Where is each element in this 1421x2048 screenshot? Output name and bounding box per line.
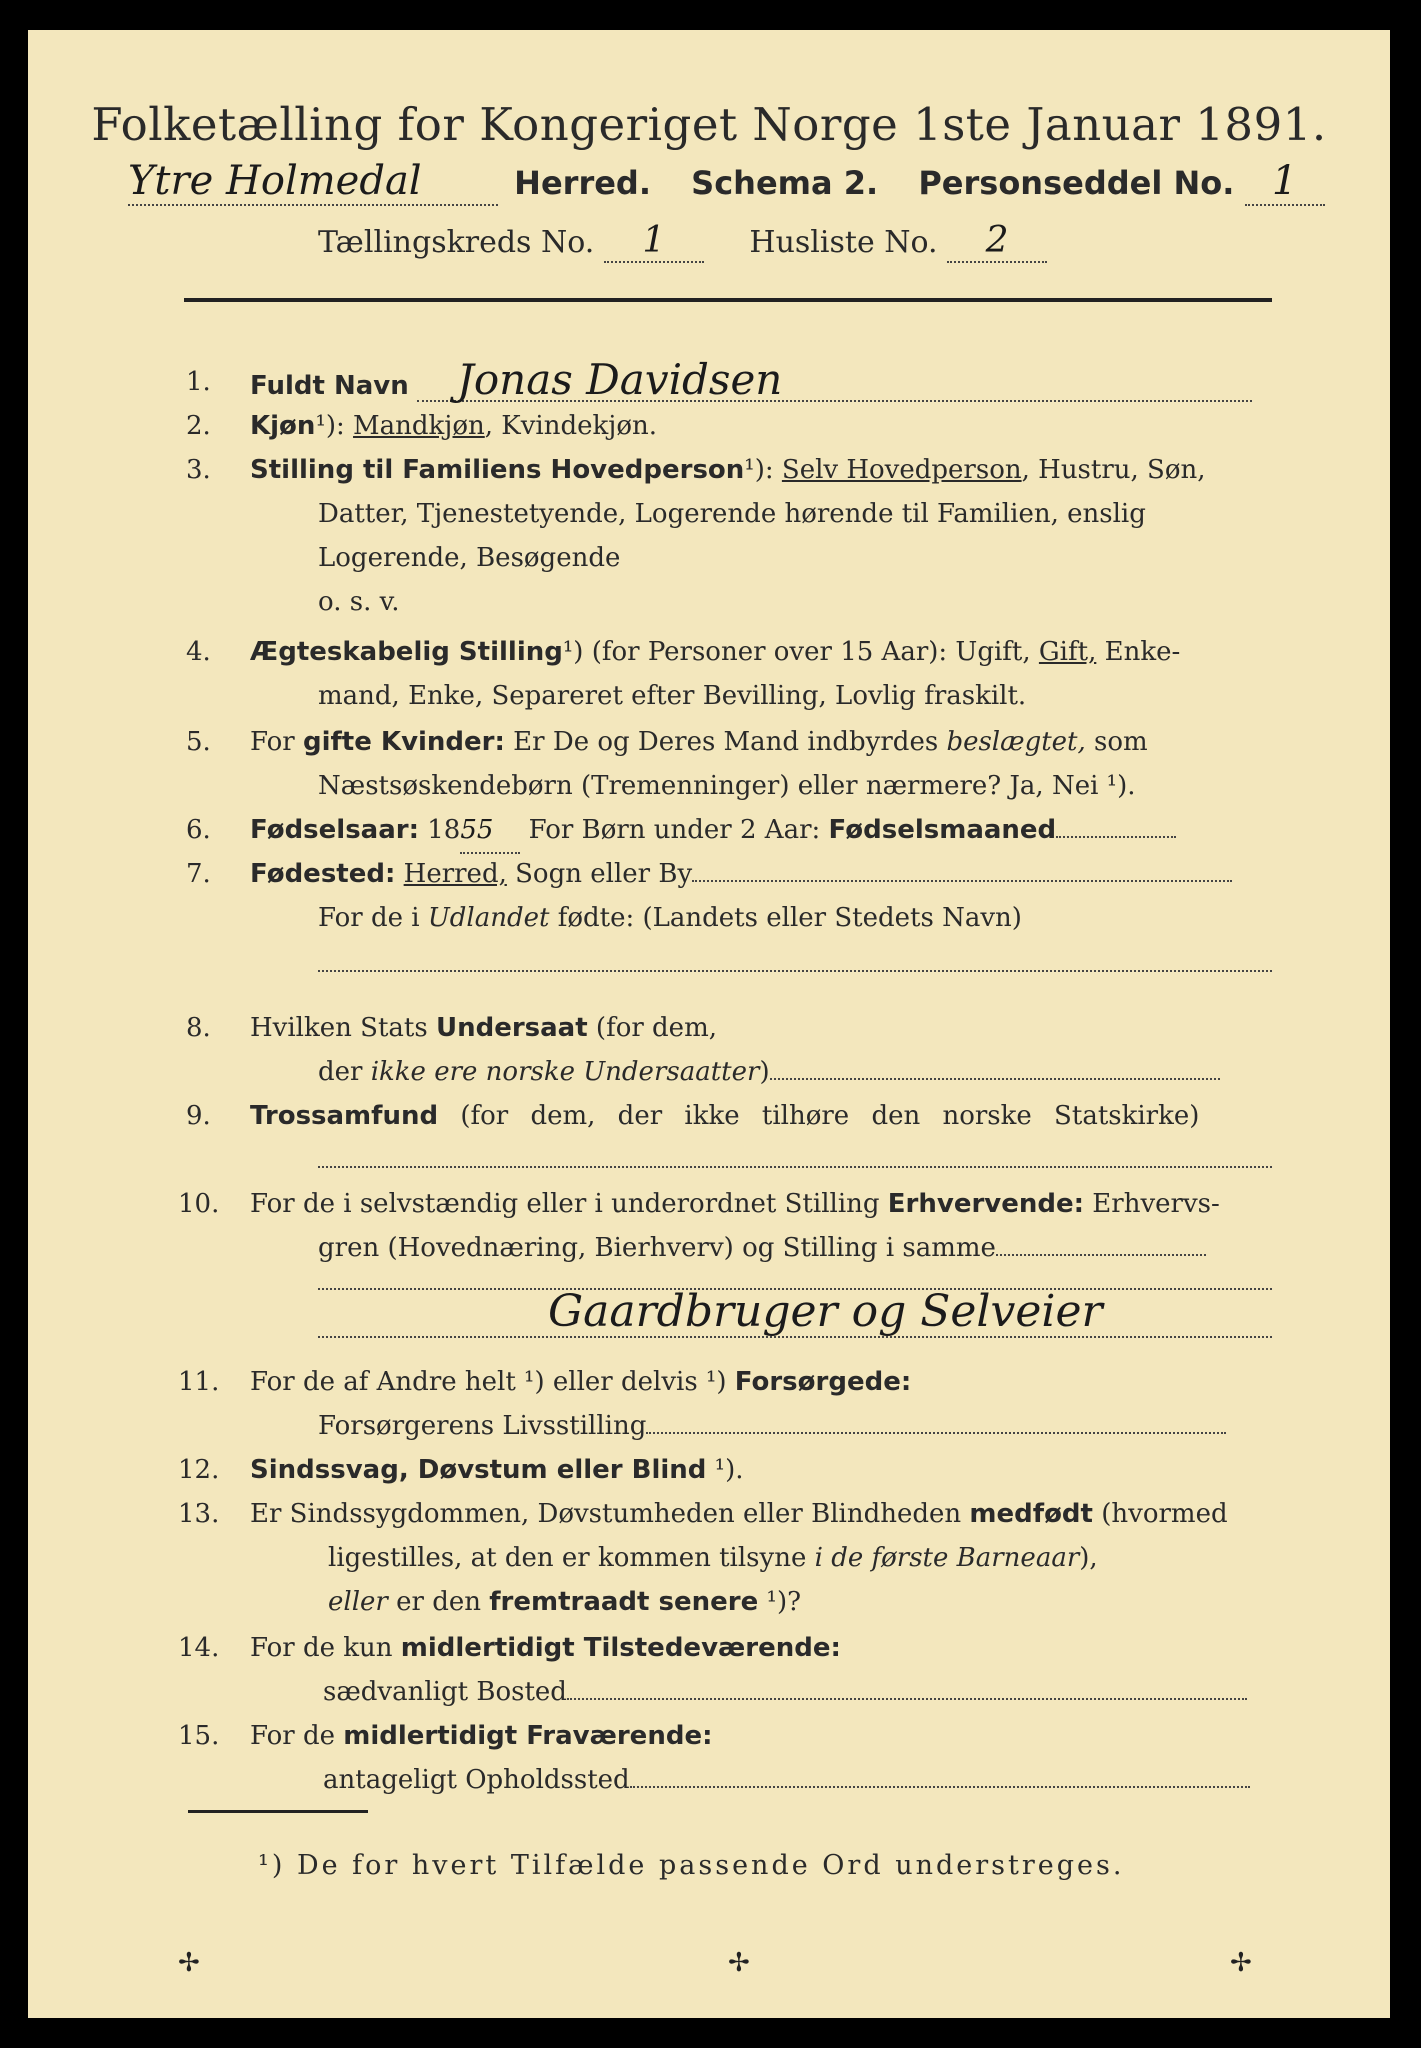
q3-sup: ¹): [744, 455, 782, 485]
q2-number: 2. [186, 411, 211, 441]
q3-rest: , Hustru, Søn, [1021, 455, 1206, 485]
q10-text [250, 1182, 1220, 1226]
q4-sup: ¹) [562, 637, 592, 667]
q5-label: gifte Kvinder: [302, 727, 505, 757]
q14-pre: For de kun [250, 1633, 401, 1663]
header-kreds-line [318, 220, 1047, 263]
personseddel-value: 1 [1245, 158, 1325, 206]
q9-label: Trossamfund [250, 1101, 439, 1131]
q11-line2: Forsørgerens Livsstilling [318, 1411, 647, 1441]
q3-line3: Logerende, Besøgende [318, 543, 621, 573]
q15-pre: For de [250, 1721, 344, 1751]
q2-rest: , Kvindekjøn. [484, 411, 657, 441]
header-rule [184, 298, 1272, 302]
herred-value: Ytre Holmedal [128, 158, 498, 206]
q5-rest: som [1085, 727, 1148, 757]
q10-answer-line [318, 1336, 1272, 1338]
q11-label: Forsørgede: [734, 1367, 912, 1397]
q8-line2-italic: ikke ere norske Undersaatter [370, 1057, 760, 1087]
q15-line2: antageligt Opholdssted [323, 1765, 630, 1795]
q11-pre: For de af Andre helt ¹) eller delvis ¹) [250, 1367, 735, 1397]
q14-fill [567, 1698, 1247, 1700]
schema-label: Schema 2. [691, 164, 879, 202]
q13-number: 13. [178, 1499, 220, 1529]
q11-line2-wrap [318, 1404, 1226, 1448]
q10-answer: Gaardbruger og Selveier [548, 1286, 1103, 1337]
q10-number: 10. [178, 1189, 220, 1219]
header-herred-line [128, 158, 1298, 206]
q13-line2-italic: i de første Barneaar [814, 1543, 1080, 1573]
q13-line3-italic: eller [328, 1587, 388, 1617]
q1-label: Fuldt Navn [250, 371, 409, 401]
q13-line3 [328, 1580, 801, 1624]
q6-number: 6. [186, 815, 211, 845]
form-title: Folketælling for Kongeriget Norge 1ste Januar 1891. [91, 98, 1327, 151]
q11-text [250, 1360, 911, 1404]
q9-text [250, 1094, 1199, 1138]
q2-option-selected: Mandkjøn [353, 411, 485, 441]
husliste-label: Husliste No. [749, 225, 938, 260]
q12-rest: ¹). [706, 1455, 744, 1485]
q4-text [250, 630, 1180, 674]
q4-pre: (for Personer over 15 Aar): Ugift, [591, 637, 1039, 667]
q2-sup: ¹): [315, 411, 354, 441]
footnote-rule [188, 1810, 368, 1813]
q1-answer: Jonas Davidsen [417, 360, 1252, 402]
q5-text [250, 720, 1148, 764]
q7-option-selected: Herred, [403, 859, 507, 889]
q11-fill [646, 1432, 1226, 1434]
q15-line2-wrap [323, 1758, 1250, 1802]
q4-label: Ægteskabelig Stilling [250, 637, 563, 667]
q3-line2: Datter, Tjenestetyende, Logerende hørende til Familien, enslig [318, 499, 1146, 529]
q14-number: 14. [178, 1633, 220, 1663]
q4-number: 4. [186, 637, 211, 667]
q1-number: 1. [186, 367, 211, 397]
q14-label: midlertidigt Tilstedeværende: [400, 1633, 841, 1663]
registration-mark-icon: ✢ [1230, 1948, 1252, 1978]
husliste-value: 2 [947, 220, 1047, 263]
q7-number: 7. [186, 859, 211, 889]
q15-label: midlertidigt Fraværende: [343, 1721, 713, 1751]
q7-text [250, 852, 1232, 896]
q13-label: medfødt [969, 1499, 1093, 1529]
q8-rest: (for dem, [587, 1013, 717, 1043]
q1-text [250, 355, 1252, 408]
q9-number: 9. [186, 1101, 211, 1131]
q7-fill [692, 880, 1232, 882]
herred-label: Herred. [514, 164, 651, 202]
q13-line2 [328, 1536, 1098, 1580]
q13-rest: (hvormed [1092, 1499, 1228, 1529]
q8-pre: Hvilken Stats [250, 1013, 436, 1043]
q12-number: 12. [178, 1455, 220, 1485]
q10-label: Erhvervende: [887, 1189, 1085, 1219]
footnote: ¹) De for hvert Tilfælde passende Ord understreges. [258, 1850, 1125, 1881]
q13-line3-label: fremtraadt senere [489, 1587, 759, 1617]
q3-number: 3. [186, 455, 211, 485]
q13-line3-mid: er den [387, 1587, 490, 1617]
q6-fill [1056, 836, 1176, 838]
q4-option-selected: Gift, [1038, 637, 1097, 667]
registration-mark-icon: ✢ [178, 1948, 200, 1978]
q8-line2 [318, 1050, 1220, 1094]
q2-text [250, 404, 657, 448]
q6-label: Fødselsaar: [250, 815, 419, 845]
q4-rest: Enke- [1096, 637, 1181, 667]
q13-line3-rest: ¹)? [758, 1587, 802, 1617]
q6-mid: For Børn under 2 Aar: [520, 815, 829, 845]
q14-text [250, 1626, 841, 1670]
q3-text [250, 448, 1206, 492]
q11-number: 11. [178, 1367, 220, 1397]
q6-label2: Fødselsmaaned [828, 815, 1057, 845]
personseddel-label: Personseddel No. [918, 164, 1235, 202]
q4-line2: mand, Enke, Separeret efter Bevilling, Lovlig fraskilt. [318, 681, 1027, 711]
q15-fill [630, 1786, 1250, 1788]
census-form [28, 30, 1390, 2018]
q3-option-selected: Selv Hovedperson [781, 455, 1022, 485]
q7-label: Fødested: [250, 859, 396, 889]
q8-line2-rest: ) [759, 1057, 770, 1087]
q7-blank-line [318, 970, 1272, 972]
q6-text [250, 808, 1176, 854]
q7-line2-pre: For de i [318, 903, 428, 933]
q13-line2-rest: ), [1079, 1543, 1098, 1573]
q10-pre: For de i selvstændig eller i underordnet Stilling [250, 1189, 888, 1219]
q15-text [250, 1714, 712, 1758]
kreds-value: 1 [604, 220, 704, 263]
q9-rest: (for dem, der ikke tilhøre den norske Statskirke) [438, 1101, 1200, 1131]
q9-blank-line [318, 1166, 1272, 1168]
q7-rest: Sogn eller By [506, 859, 693, 889]
q15-number: 15. [178, 1721, 220, 1751]
q6-year-prefix: 18 [419, 815, 461, 845]
q8-label: Undersaat [435, 1013, 588, 1043]
q5-line2: Næstsøskendebørn (Tremenninger) eller nærmere? Ja, Nei ¹). [318, 771, 1136, 801]
registration-mark-icon: ✢ [728, 1948, 750, 1978]
q8-number: 8. [186, 1013, 211, 1043]
q13-line2-pre: ligestilles, at den er kommen tilsyne [328, 1543, 815, 1573]
q14-line2: sædvanligt Bosted [323, 1677, 567, 1707]
q7-line2 [318, 896, 1022, 940]
q14-line2-wrap [323, 1670, 1247, 1714]
q5-pre: For [250, 727, 303, 757]
q5-mid: Er De og Deres Mand indbyrdes [504, 727, 947, 757]
q10-line2-wrap [318, 1226, 1206, 1270]
q10-rest: Erhvervs- [1084, 1189, 1220, 1219]
q8-fill [770, 1078, 1220, 1080]
q7-line2-italic: Udlandet [427, 903, 550, 933]
q5-italic: beslægtet, [946, 727, 1086, 757]
q2-label: Kjøn [250, 411, 316, 441]
q7-line2-rest: fødte: (Landets eller Stedets Navn) [549, 903, 1022, 933]
q12-text [250, 1448, 744, 1492]
q10-line2: gren (Hovednæring, Bierhverv) og Stilling i samme [318, 1233, 996, 1263]
q13-pre: Er Sindssygdommen, Døvstumheden eller Blindheden [250, 1499, 970, 1529]
kreds-label: Tællingskreds No. [318, 225, 595, 260]
q8-line2-pre: der [318, 1057, 371, 1087]
q5-number: 5. [186, 727, 211, 757]
q6-year-value: 55 [460, 808, 520, 854]
q10-fill [996, 1254, 1206, 1256]
q3-label: Stilling til Familiens Hovedperson [250, 455, 745, 485]
q12-label: Sindssvag, Døvstum eller Blind [250, 1455, 707, 1485]
q13-text [250, 1492, 1228, 1536]
q3-line4: o. s. v. [318, 587, 400, 617]
q8-text [250, 1006, 717, 1050]
